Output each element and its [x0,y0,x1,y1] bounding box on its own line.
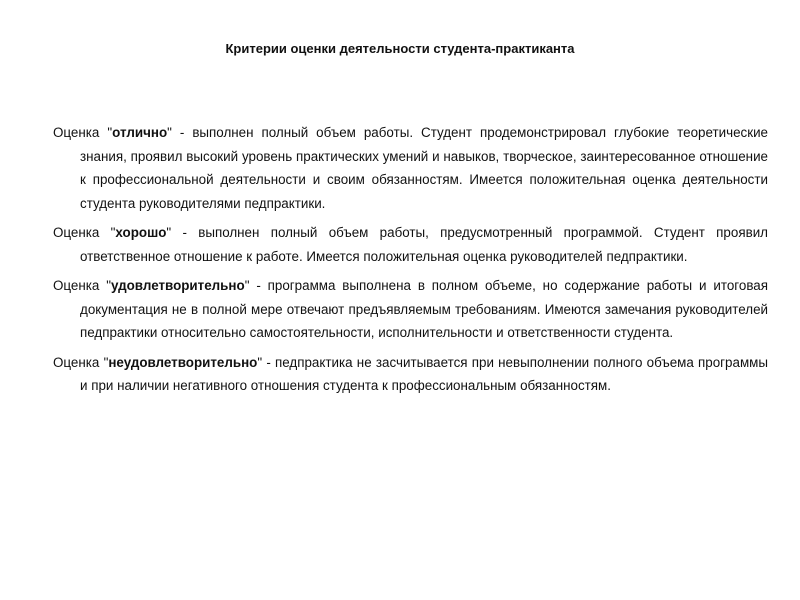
criterion-prefix: Оценка " [53,354,109,370]
criterion-satisfactory [53,274,768,345]
criterion-good [53,221,768,268]
criterion-description: " - программа выполнена в полном объеме, но содержание работы и итоговая документация не в полной мере отвечают предъявляемым требованиям. Имеются замечания руководителей педпрактики относительно самостоятельности, исполнительности и ответственности студента. [80,278,769,340]
criterion-prefix: Оценка " [53,225,116,240]
criterion-description: " - выполнен полный объем работы. Студент продемонстрировал глубокие теоретические знания, проявил высокий уровень практических умений и навыков, творческое, заинтересованное отношение к профессиональной деятельности и своим обязанностям. Имеется положительная оценка деятельности студента руководителями педпрактики. [80,125,768,211]
grade-excellent: отлично [112,125,168,140]
grade-good: хорошо [115,225,167,240]
criterion-prefix: Оценка " [53,125,113,140]
criterion-description: " - выполнен полный объем работы, предусмотренный программой. Студент проявил ответственное отношение к работе. Имеется положительная оценка руководителей педпрактики. [80,225,768,264]
document-title: Критерии оценки деятельности студента-практиканта [225,41,575,56]
grade-unsatisfactory: неудовлетворительно [108,354,258,370]
grade-satisfactory: удовлетворительно [111,278,245,293]
criteria-list [53,121,768,404]
criterion-prefix: Оценка " [53,278,112,293]
criterion-unsatisfactory [53,351,768,398]
criterion-excellent [53,121,768,215]
criterion-description: " - педпрактика не засчитывается при невыполнении полного объема программы и при наличии негативного отношения студента к профессиональным обязанностям. [80,354,768,393]
